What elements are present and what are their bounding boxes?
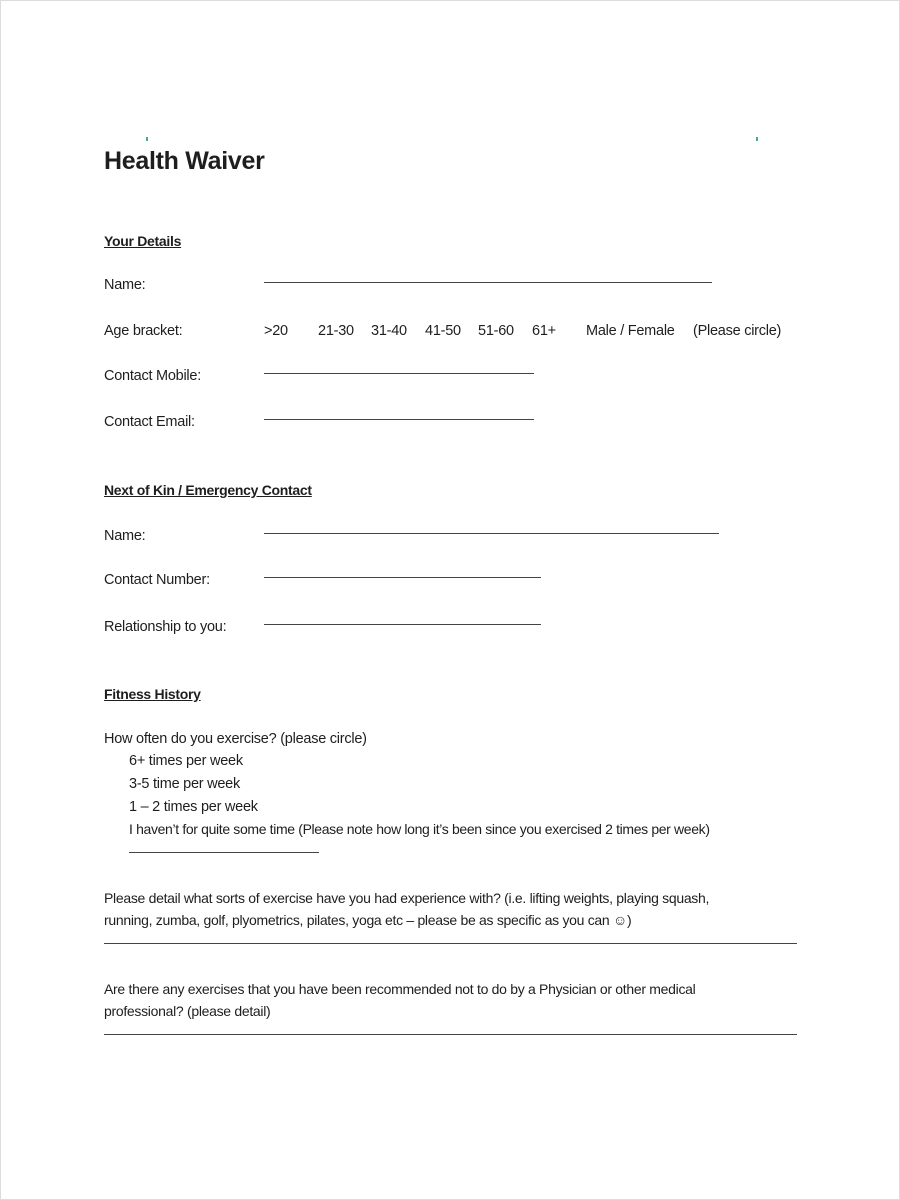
recommended-exercises-question-line1: Are there any exercises that you have been recommended not to do by a Physician or other medical <box>104 981 696 997</box>
age-option[interactable]: 61+ <box>532 323 556 339</box>
corner-crop-mark-left <box>146 137 148 141</box>
kin-relationship-label: Relationship to you: <box>104 619 227 635</box>
exercise-frequency-option[interactable]: 1 – 2 times per week <box>129 799 258 815</box>
fitness-history-heading: Fitness History <box>104 686 201 702</box>
kin-name-field-line[interactable] <box>264 532 719 534</box>
gender-option[interactable]: Male / Female <box>586 323 675 339</box>
recommended-exercises-field-line[interactable] <box>104 1033 797 1035</box>
exercise-experience-question-line2: running, zumba, golf, plyometrics, pilates, yoga etc – please be as specific as you can ☺) <box>104 912 632 928</box>
kin-contact-number-field-line[interactable] <box>264 576 541 578</box>
time-since-exercise-field-line[interactable] <box>129 851 319 853</box>
age-option[interactable]: 31-40 <box>371 323 407 339</box>
kin-contact-number-label: Contact Number: <box>104 572 210 588</box>
your-details-heading: Your Details <box>104 233 182 249</box>
contact-mobile-field-line[interactable] <box>264 372 534 374</box>
exercise-frequency-option[interactable]: 6+ times per week <box>129 753 243 769</box>
kin-relationship-field-line[interactable] <box>264 623 541 625</box>
contact-mobile-label: Contact Mobile: <box>104 368 201 384</box>
document-title: Health Waiver <box>104 147 265 175</box>
exercise-experience-field-line[interactable] <box>104 942 797 944</box>
corner-crop-mark-right <box>756 137 758 141</box>
age-option[interactable]: 21-30 <box>318 323 354 339</box>
name-label: Name: <box>104 277 146 293</box>
name-field-line[interactable] <box>264 281 712 283</box>
exercise-experience-question-line1: Please detail what sorts of exercise have you had experience with? (i.e. lifting weights, playing squash, <box>104 890 710 906</box>
age-bracket-label: Age bracket: <box>104 323 183 339</box>
age-option[interactable]: 51-60 <box>478 323 514 339</box>
age-option[interactable]: 41-50 <box>425 323 461 339</box>
age-option[interactable]: >20 <box>264 323 288 339</box>
recommended-exercises-question-line2: professional? (please detail) <box>104 1003 271 1019</box>
exercise-frequency-option[interactable]: 3-5 time per week <box>129 776 240 792</box>
contact-email-label: Contact Email: <box>104 414 195 430</box>
exercise-frequency-option[interactable]: I haven’t for quite some time (Please note how long it’s been since you exercised 2 times per week) <box>129 821 710 837</box>
kin-name-label: Name: <box>104 528 146 544</box>
exercise-frequency-question: How often do you exercise? (please circle) <box>104 731 367 747</box>
please-circle-note: (Please circle) <box>693 323 782 339</box>
next-of-kin-heading: Next of Kin / Emergency Contact <box>104 482 312 498</box>
contact-email-field-line[interactable] <box>264 418 534 420</box>
